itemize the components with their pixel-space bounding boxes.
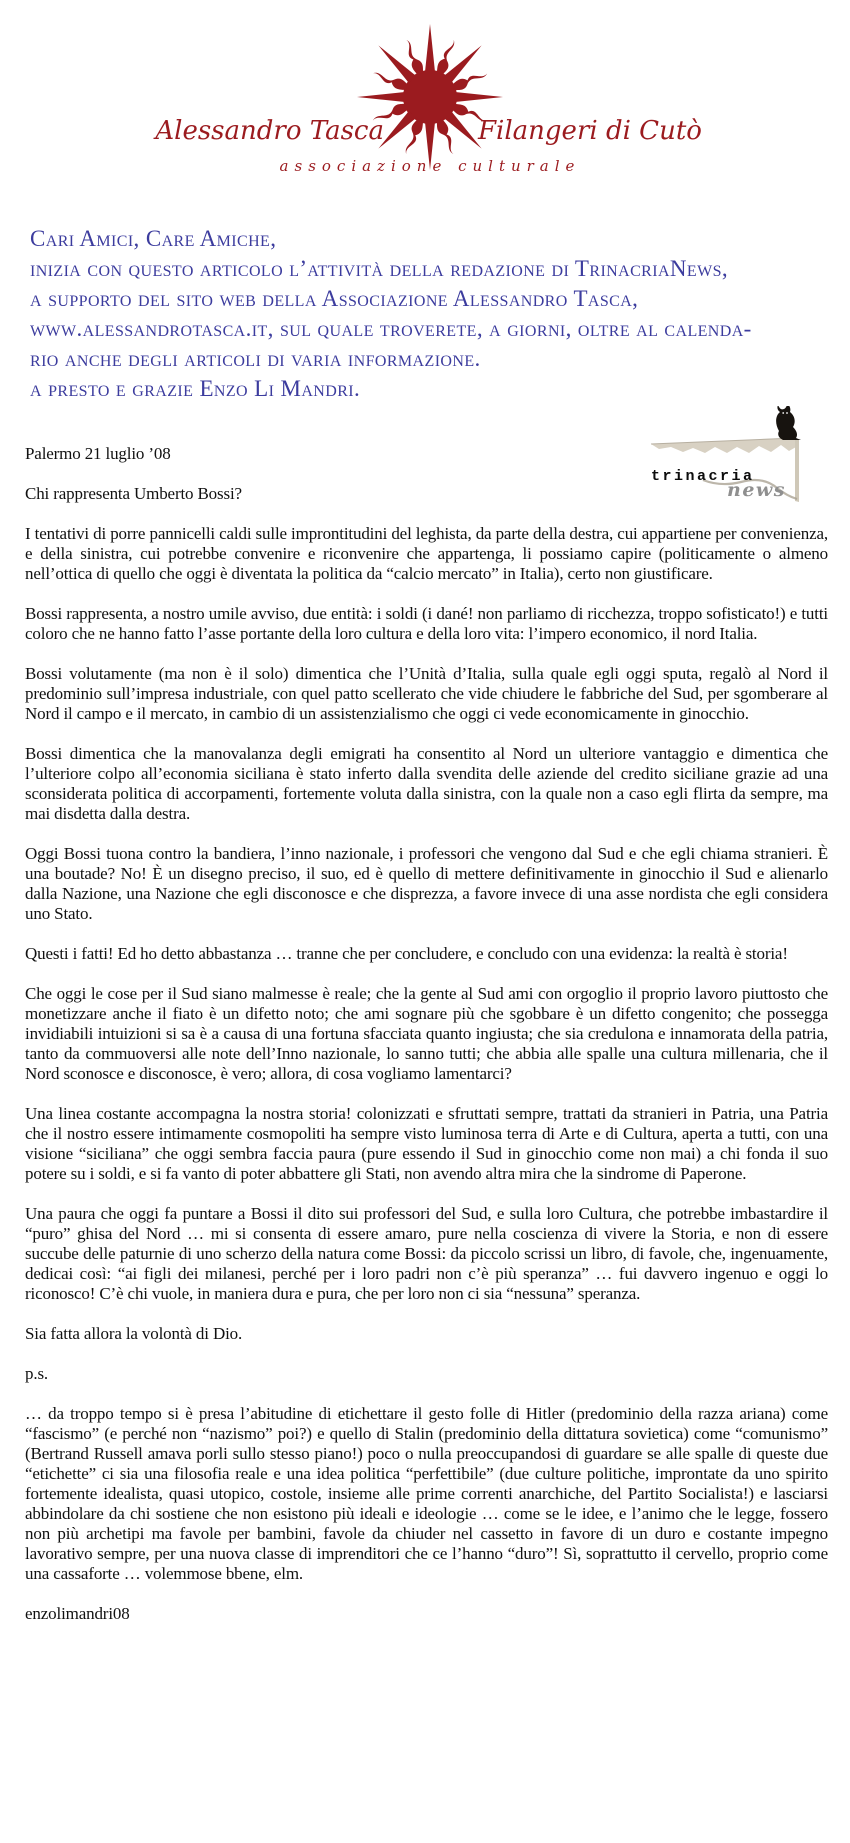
- article-paragraph: I tentativi di porre pannicelli caldi sulle improntitudini del leghista, da parte della destra, cui appartiene per convenienza, e della sinistra, cui potrebbe convenire e riconvenire che appartenga, li possiamo capire (politicamente o almeno nell’ottica di quello che oggi è diventata la politica da “calcio mercato” in Italia), certo non giustificare.: [25, 524, 828, 583]
- news-logo-word-news: news: [727, 479, 786, 501]
- article-paragraph: Una linea costante accompagna la nostra storia! colonizzati e sfruttati sempre, trattati da stranieri in Patria, una Patria che il nostro essere intimamente cosmopoliti ha sempre visto luminosa terra di Arte e di Cultura, aperta a tutti, con una visione “siciliana” che oggi sembra faccia paura (pure essendo il Sud in ginocchio come non mai) a chi fonda il suo potere su i soldi, e si fa vanto di poter abbattere gli Stati, non avendo altra mira che la sindrome di Paperone.: [25, 1104, 828, 1183]
- news-logo-word-trinacria: trinacria: [651, 468, 755, 485]
- article-body: [25, 444, 828, 1644]
- intro-line: inizia con questo articolo l’attività della redazione di TrinacriaNews,: [30, 256, 729, 281]
- intro-line: rio anche degli articoli di varia informazione.: [30, 346, 481, 371]
- article-paragraph: Sia fatta allora la volontà di Dio.: [25, 1324, 243, 1343]
- article-paragraph: Che oggi le cose per il Sud siano malmesse è reale; che la gente al Sud ami con orgoglio il proprio lavoro piuttosto che monetizzare anche il fiato è un difetto noto; che ami sognare più che sgobbare è un difetto congenito; che possegga invidiabili intuizioni si sa è a causa di una fortuna sfacciata quanto ingiusta; che sia credulona e innamorata della patria, tanto da commuoversi alle note dell’Inno nazionale, lo sanno tutti; che abbia alle spalle una cultura millenaria, che il Nord sconosce e disconosce, è vero; allora, di cosa vogliamo lamentarci?: [25, 984, 828, 1083]
- intro-line: a supporto del sito web della Associazione Alessandro Tasca,: [30, 286, 639, 311]
- intro-line: a presto e grazie Enzo Li Mandri.: [30, 376, 361, 401]
- article-paragraph: Bossi rappresenta, a nostro umile avviso, due entità: i soldi (i dané! non parliamo di ricchezza, troppo sofisticato!) e tutti coloro che ne hanno fatto l’asse portante della loro cultura e della loro vita: l’impero economico, il nord Italia.: [25, 604, 828, 643]
- article-paragraph: Oggi Bossi tuona contro la bandiera, l’inno nazionale, i professori che vengono dal Sud e che egli chiama stranieri. È una boutade? No! È un disegno preciso, il suo, ed è quello di mettere definitivamente in ginocchio il Sud e alienarlo dalla Nazione, una Nazione che egli disconosce e che disprezza, a favore invece di una asse nordista che egli considera uno Stato.: [25, 844, 828, 923]
- article-paragraph: Una paura che oggi fa puntare a Bossi il dito sui professori del Sud, e sulla loro Cultura, che potrebbe imbastardire il “puro” ghisa del Nord … mi si consenta di essere amaro, pure nella coscienza di vivere la Storia, e non di essere succube delle paturnie di uno scherzo della natura come Bossi: da piccolo scrissi un libro, di favole, che, ingenuamente, dedicai così: “ai figli dei milanesi, perché per i loro padri non c’è più speranza” … fui davvero ingenuo e oggi lo riconosco! C’è chi vuole, in maniera dura e pura, che per loro non ci sia “nessuna” speranza.: [25, 1204, 828, 1303]
- association-name-right: Filangeri di Cutò: [478, 116, 702, 146]
- intro-line-website: www.alessandrotasca.it, sul quale troverete, a giorni, oltre al calenda-: [30, 316, 752, 341]
- article-signature: enzolimandri08: [25, 1604, 130, 1623]
- article-dateline: Palermo 21 luglio ’08: [25, 444, 171, 463]
- association-name-left: Alessandro Tasca: [155, 116, 384, 146]
- article-paragraph: … da troppo tempo si è presa l’abitudine di etichettare il gesto folle di Hitler (predominio della razza ariana) come “fascismo” (e perché non “nazismo” poi?) e quello di Stalin (predominio della dittatura sovietica) come “comunismo” (Bertrand Russell amava porli sullo stesso piano!) poco o nulla preoccupandosi di guardare se alle spalle di queste due “etichette” ci sia una filosofia reale e una idea politica “perfettibile” (due culture politiche, improntate da uno spirito fortemente idealista, quasi utopico, costole, insieme alle prime correnti anarchiche, del Partito Socialista!) e lasciarsi abbindolare da chi sostiene che non esistono più ideali e ideologie … come se le idee, e l’animo che le legge, fossero non più archetipi ma favole per bambini, favole da chiuder nel cassetto in favore di un duro e costante impegno lavorativo sempre, per una nuova classe di imprenditori che ce l’hanno “duro”! Sì, soprattutto il cervello, proprio come una cassaforte … volemmose bbene, elm.: [25, 1404, 828, 1583]
- article-paragraph: Bossi volutamente (ma non è il solo) dimentica che l’Unità d’Italia, sulla quale egli oggi sputa, regalò al Nord il predominio sull’impresa industriale, con quel patto scellerato che vide chiudere le fabbriche del Sud, per sgomberare al Nord il campo e il mercato, in cambio di un assistenzialismo che oggi ci vede economicamente in ginocchio.: [25, 664, 828, 723]
- intro-note: [30, 224, 752, 404]
- sun-logo-icon: [352, 19, 508, 175]
- article-paragraph: Questi i fatti! Ed ho detto abbastanza … tranne che per concludere, e concludo con una evidenza: la realtà è storia!: [25, 944, 788, 963]
- owl-icon: [776, 406, 801, 440]
- article-paragraph: Bossi dimentica che la manovalanza degli emigrati ha consentito al Nord un ulteriore vantaggio e dimentica che l’ulteriore colpo all’economia siciliana è stato inferto dalla svendita delle aziende del credito siciliane grazie ad una sconsiderata politica di accorpamenti, fortemente voluta dalla sinistra, con la quale non a caso egli flirta da sempre, ma mai disdetta dalla destra.: [25, 744, 828, 823]
- article-title: Chi rappresenta Umberto Bossi?: [25, 484, 242, 503]
- association-subtitle: associazione culturale: [279, 157, 581, 175]
- article-paragraph-ps: p.s.: [25, 1364, 49, 1383]
- intro-line: Cari Amici, Care Amiche,: [30, 226, 277, 251]
